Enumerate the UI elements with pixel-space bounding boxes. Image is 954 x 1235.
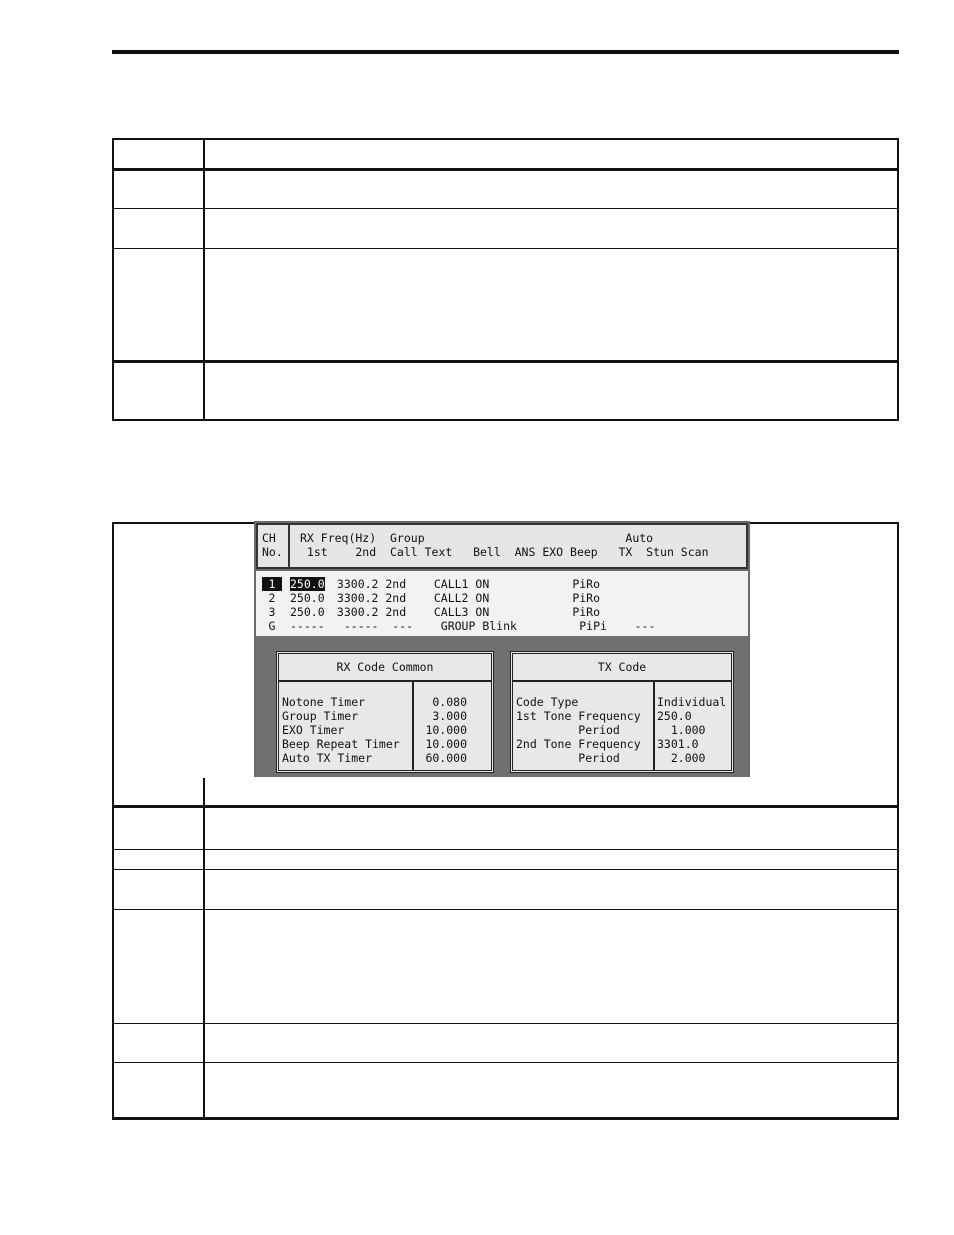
table-row <box>114 209 897 249</box>
first-tone-frequency-value[interactable]: 250.0 <box>657 709 692 723</box>
tx-code-title: TX Code <box>513 654 731 682</box>
table-row <box>114 171 897 209</box>
second-tone-period-value[interactable]: 2.000 <box>657 751 706 765</box>
channel-list <box>256 571 748 636</box>
rx-column-divider <box>412 682 414 770</box>
exo-timer-value[interactable]: 10.000 <box>425 723 467 737</box>
ch-label: CH <box>262 531 276 545</box>
table-row <box>114 850 897 870</box>
rx-freq-1st[interactable]: 250.0 <box>290 577 325 591</box>
tx-code-panel <box>510 651 734 773</box>
channel-row-values: ----- --- GROUP Blink PiPi --- <box>330 619 656 633</box>
rx-freq-1st[interactable]: 250.0 <box>290 605 325 619</box>
rx-code-common-title: RX Code Common <box>279 654 491 682</box>
channel-number: 2 <box>268 591 276 605</box>
channel-number: 1 <box>262 577 282 591</box>
second-tone-frequency-value[interactable]: 3301.0 <box>657 737 699 751</box>
rx-freq-1st[interactable]: ----- <box>290 619 325 633</box>
table-row <box>114 140 897 171</box>
second-tone-frequency-label: 2nd Tone Frequency <box>516 737 641 751</box>
notone-timer-value[interactable]: 0.080 <box>432 695 467 709</box>
rx-freq-1st[interactable]: 250.0 <box>290 591 325 605</box>
table-1 <box>112 138 899 421</box>
table-row <box>114 1024 897 1063</box>
table-row <box>114 363 897 419</box>
channel-settings-screen <box>254 521 750 777</box>
rx-code-common-panel <box>276 651 494 773</box>
top-rule <box>112 50 899 54</box>
second-tone-period-label: Period <box>516 751 620 765</box>
auto-tx-timer-label: Auto TX Timer <box>282 751 373 765</box>
code-type-value[interactable]: Individual <box>657 695 727 709</box>
table-row <box>114 870 897 910</box>
first-tone-period-label: Period <box>516 723 620 737</box>
table-row <box>114 910 897 1024</box>
channel-number: G <box>268 619 276 633</box>
channel-number: 3 <box>268 605 276 619</box>
header-divider <box>288 525 290 567</box>
first-tone-frequency-label: 1st Tone Frequency <box>516 709 641 723</box>
table-row <box>114 808 897 850</box>
auto-tx-timer-value[interactable]: 60.000 <box>425 751 467 765</box>
beep-repeat-timer-value[interactable]: 10.000 <box>425 737 467 751</box>
header-line-2: 1st 2nd Call Text Bell ANS EXO Beep TX Stun Scan <box>300 545 709 559</box>
no-label: No. <box>262 545 283 559</box>
table-row <box>114 1063 897 1118</box>
exo-timer-label: EXO Timer <box>282 723 345 737</box>
group-timer-value[interactable]: 3.000 <box>432 709 467 723</box>
group-timer-label: Group Timer <box>282 709 359 723</box>
notone-timer-label: Notone Timer <box>282 695 366 709</box>
table-row <box>114 249 897 363</box>
table-2-column-divider <box>203 778 205 1118</box>
beep-repeat-timer-label: Beep Repeat Timer <box>282 737 400 751</box>
first-tone-period-value[interactable]: 1.000 <box>657 723 706 737</box>
channel-row-values: 3300.2 2nd CALL2 ON PiRo <box>330 591 601 605</box>
header-line-1: RX Freq(Hz) Group Auto <box>300 531 654 545</box>
channel-list-header <box>256 523 748 569</box>
channel-row-values: 3300.2 2nd CALL3 ON PiRo <box>330 605 601 619</box>
tx-column-divider <box>653 682 655 770</box>
channel-row-values: 3300.2 2nd CALL1 ON PiRo <box>330 577 601 591</box>
code-type-label: Code Type <box>516 695 579 709</box>
